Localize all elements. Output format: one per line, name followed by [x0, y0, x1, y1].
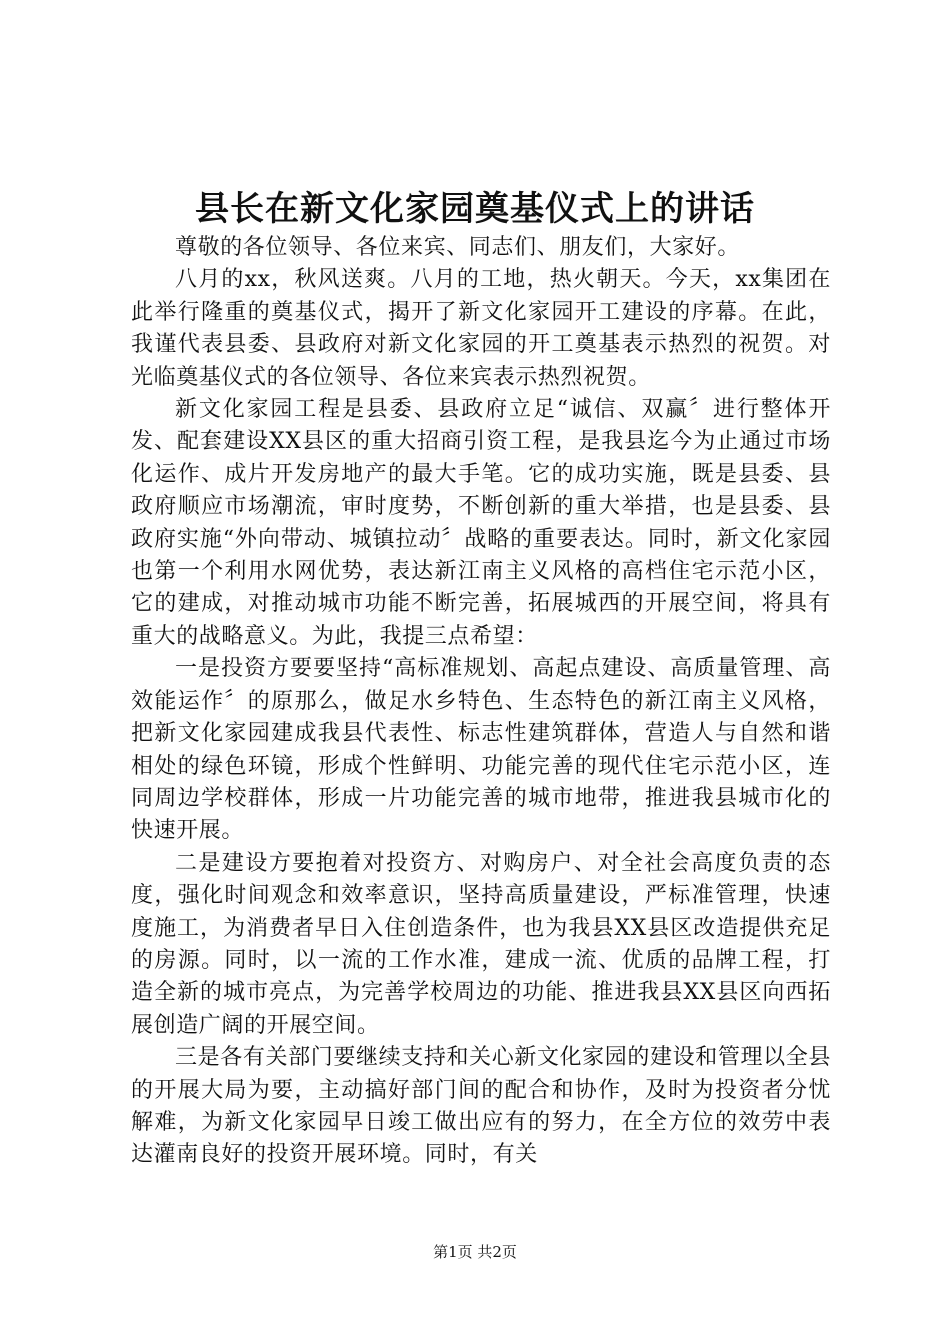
document-body: [131, 232, 831, 1172]
paragraph-hope-three: 三是各有关部门要继续支持和关心新文化家园的建设和管理以全县的开展大局为要，主动搞好部门间的配合和协作，及时为投资者分忧解难，为新文化家园早日竣工做出应有的努力，在全方位的效劳中表达灌南良好的投资开展环境。同时，有关: [131, 1045, 831, 1168]
paragraph-greeting: 尊敬的各位领导、各位来宾、同志们、朋友们，大家好。: [175, 235, 741, 260]
document-title: 县长在新文化家园奠基仪式上的讲话: [195, 189, 755, 229]
paragraph-hope-two: 二是建设方要抱着对投资方、对购房户、对全社会高度负责的态度，强化时间观念和效率意识，坚持高质量建设，严标准管理，快速度施工，为消费者早日入住创造条件，也为我县XX县区改造提供充足的房源。同时，以一流的工作水准，建成一流、优质的品牌工程，打造全新的城市亮点，为完善学校周边的功能、推进我县XX县区向西拓展创造广阔的开展空间。: [131, 850, 831, 1038]
paragraph-opening: 八月的xx，秋风送爽。八月的工地，热火朝天。今天，xx集团在此举行隆重的奠基仪式，揭开了新文化家园开工建设的序幕。在此，我谨代表县委、县政府对新文化家园的开工奠基表示热烈的祝贺。对光临奠基仪式的各位领导、各位来宾表示热烈祝贺。: [131, 267, 831, 390]
paragraph-project-overview: 新文化家园工程是县委、县政府立足“诚信、双赢〞进行整体开发、配套建设XX县区的重大招商引资工程，是我县迄今为止通过市场化运作、成片开发房地产的最大手笔。它的成功实施，既是县委、县政府顺应市场潮流，审时度势，不断创新的重大举措，也是县委、县政府实施“外向带动、城镇拉动〞战略的重要表达。同时，新文化家园也第一个利用水网优势，表达新江南主义风格的高档住宅示范小区，它的建成，对推动城市功能不断完善，拓展城西的开展空间，将具有重大的战略意义。为此，我提三点希望：: [131, 397, 831, 649]
page-number-footer: 第1页 共2页: [433, 1243, 517, 1261]
paragraph-hope-one: 一是投资方要要坚持“高标准规划、高起点建设、高质量管理、高效能运作〞的原那么，做足水乡特色、生态特色的新江南主义风格，把新文化家园建成我县代表性、标志性建筑群体，营造人与自然和谐相处的绿色环镜，形成个性鲜明、功能完善的现代住宅示范小区，连同周边学校群体，形成一片功能完善的城市地带，推进我县城市化的快速开展。: [131, 656, 831, 844]
